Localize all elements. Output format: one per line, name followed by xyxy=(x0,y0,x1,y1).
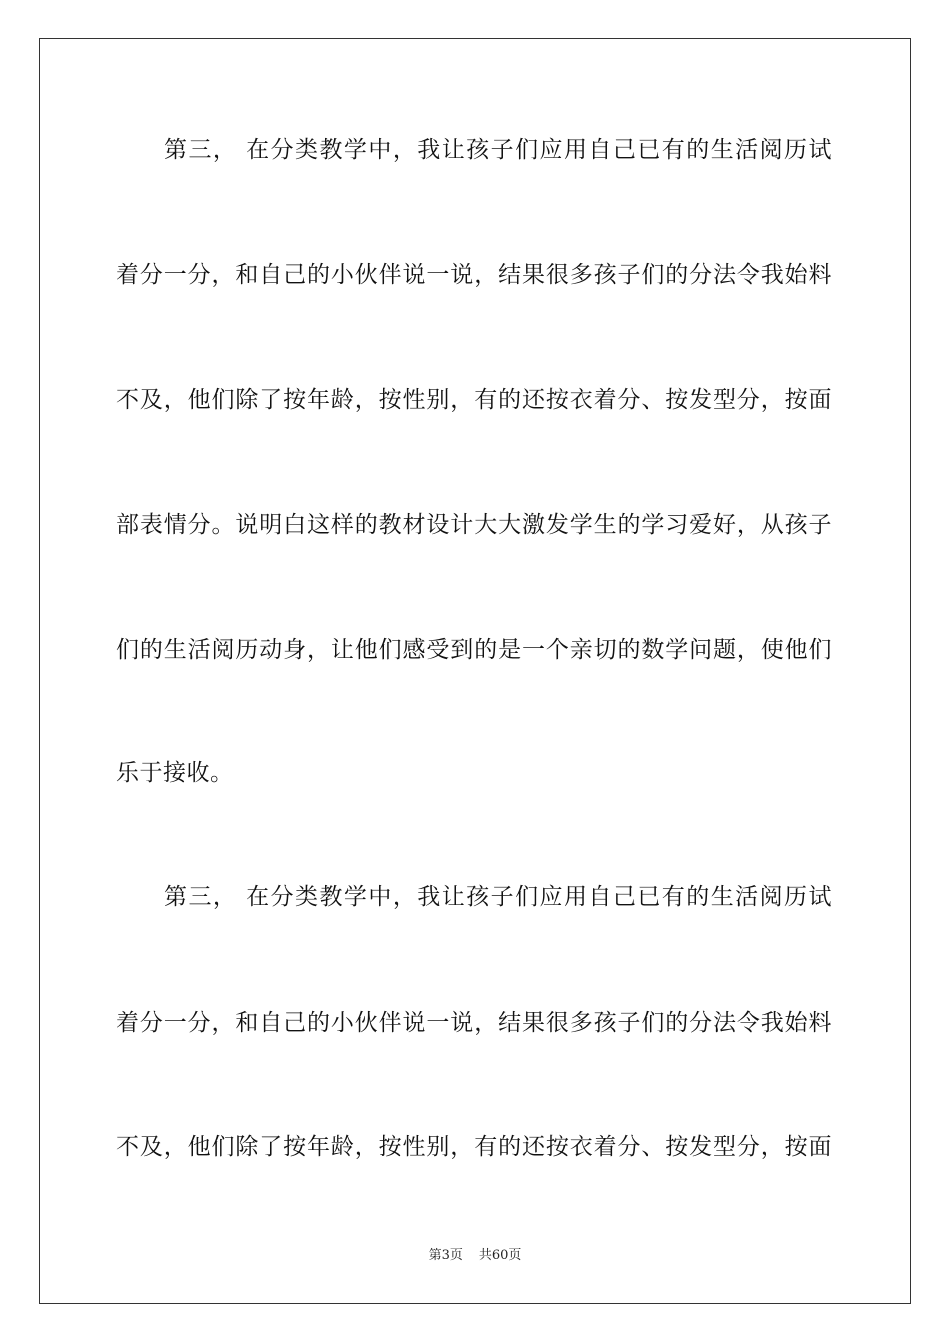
page-footer xyxy=(0,1246,950,1266)
paragraph-2-line-1: 第三， 在分类教学中，我让孩子们应用自己已有的生活阅历试 xyxy=(164,884,832,910)
page-frame xyxy=(39,38,911,1304)
paragraph-1-line-4: 部表情分。说明白这样的教材设计大大激发学生的学习爱好，从孩子 xyxy=(116,512,832,538)
paragraph-1-line-2: 着分一分，和自己的小伙伴说一说，结果很多孩子们的分法令我始料 xyxy=(116,262,832,288)
paragraph-1-line-1: 第三， 在分类教学中，我让孩子们应用自己已有的生活阅历试 xyxy=(164,137,832,163)
page-total: 共60页 xyxy=(478,1248,522,1263)
paragraph-1-line-6: 乐于接收。 xyxy=(116,760,234,786)
paragraph-2-line-3: 不及，他们除了按年龄，按性别，有的还按衣着分、按发型分，按面 xyxy=(116,1134,832,1160)
paragraph-1-line-5: 们的生活阅历动身，让他们感受到的是一个亲切的数学问题，使他们 xyxy=(116,637,832,663)
paragraph-2-line-2: 着分一分，和自己的小伙伴说一说，结果很多孩子们的分法令我始料 xyxy=(116,1010,832,1036)
page-number: 第3页 xyxy=(428,1248,463,1263)
paragraph-1-line-3: 不及，他们除了按年龄，按性别，有的还按衣着分、按发型分，按面 xyxy=(116,387,832,413)
